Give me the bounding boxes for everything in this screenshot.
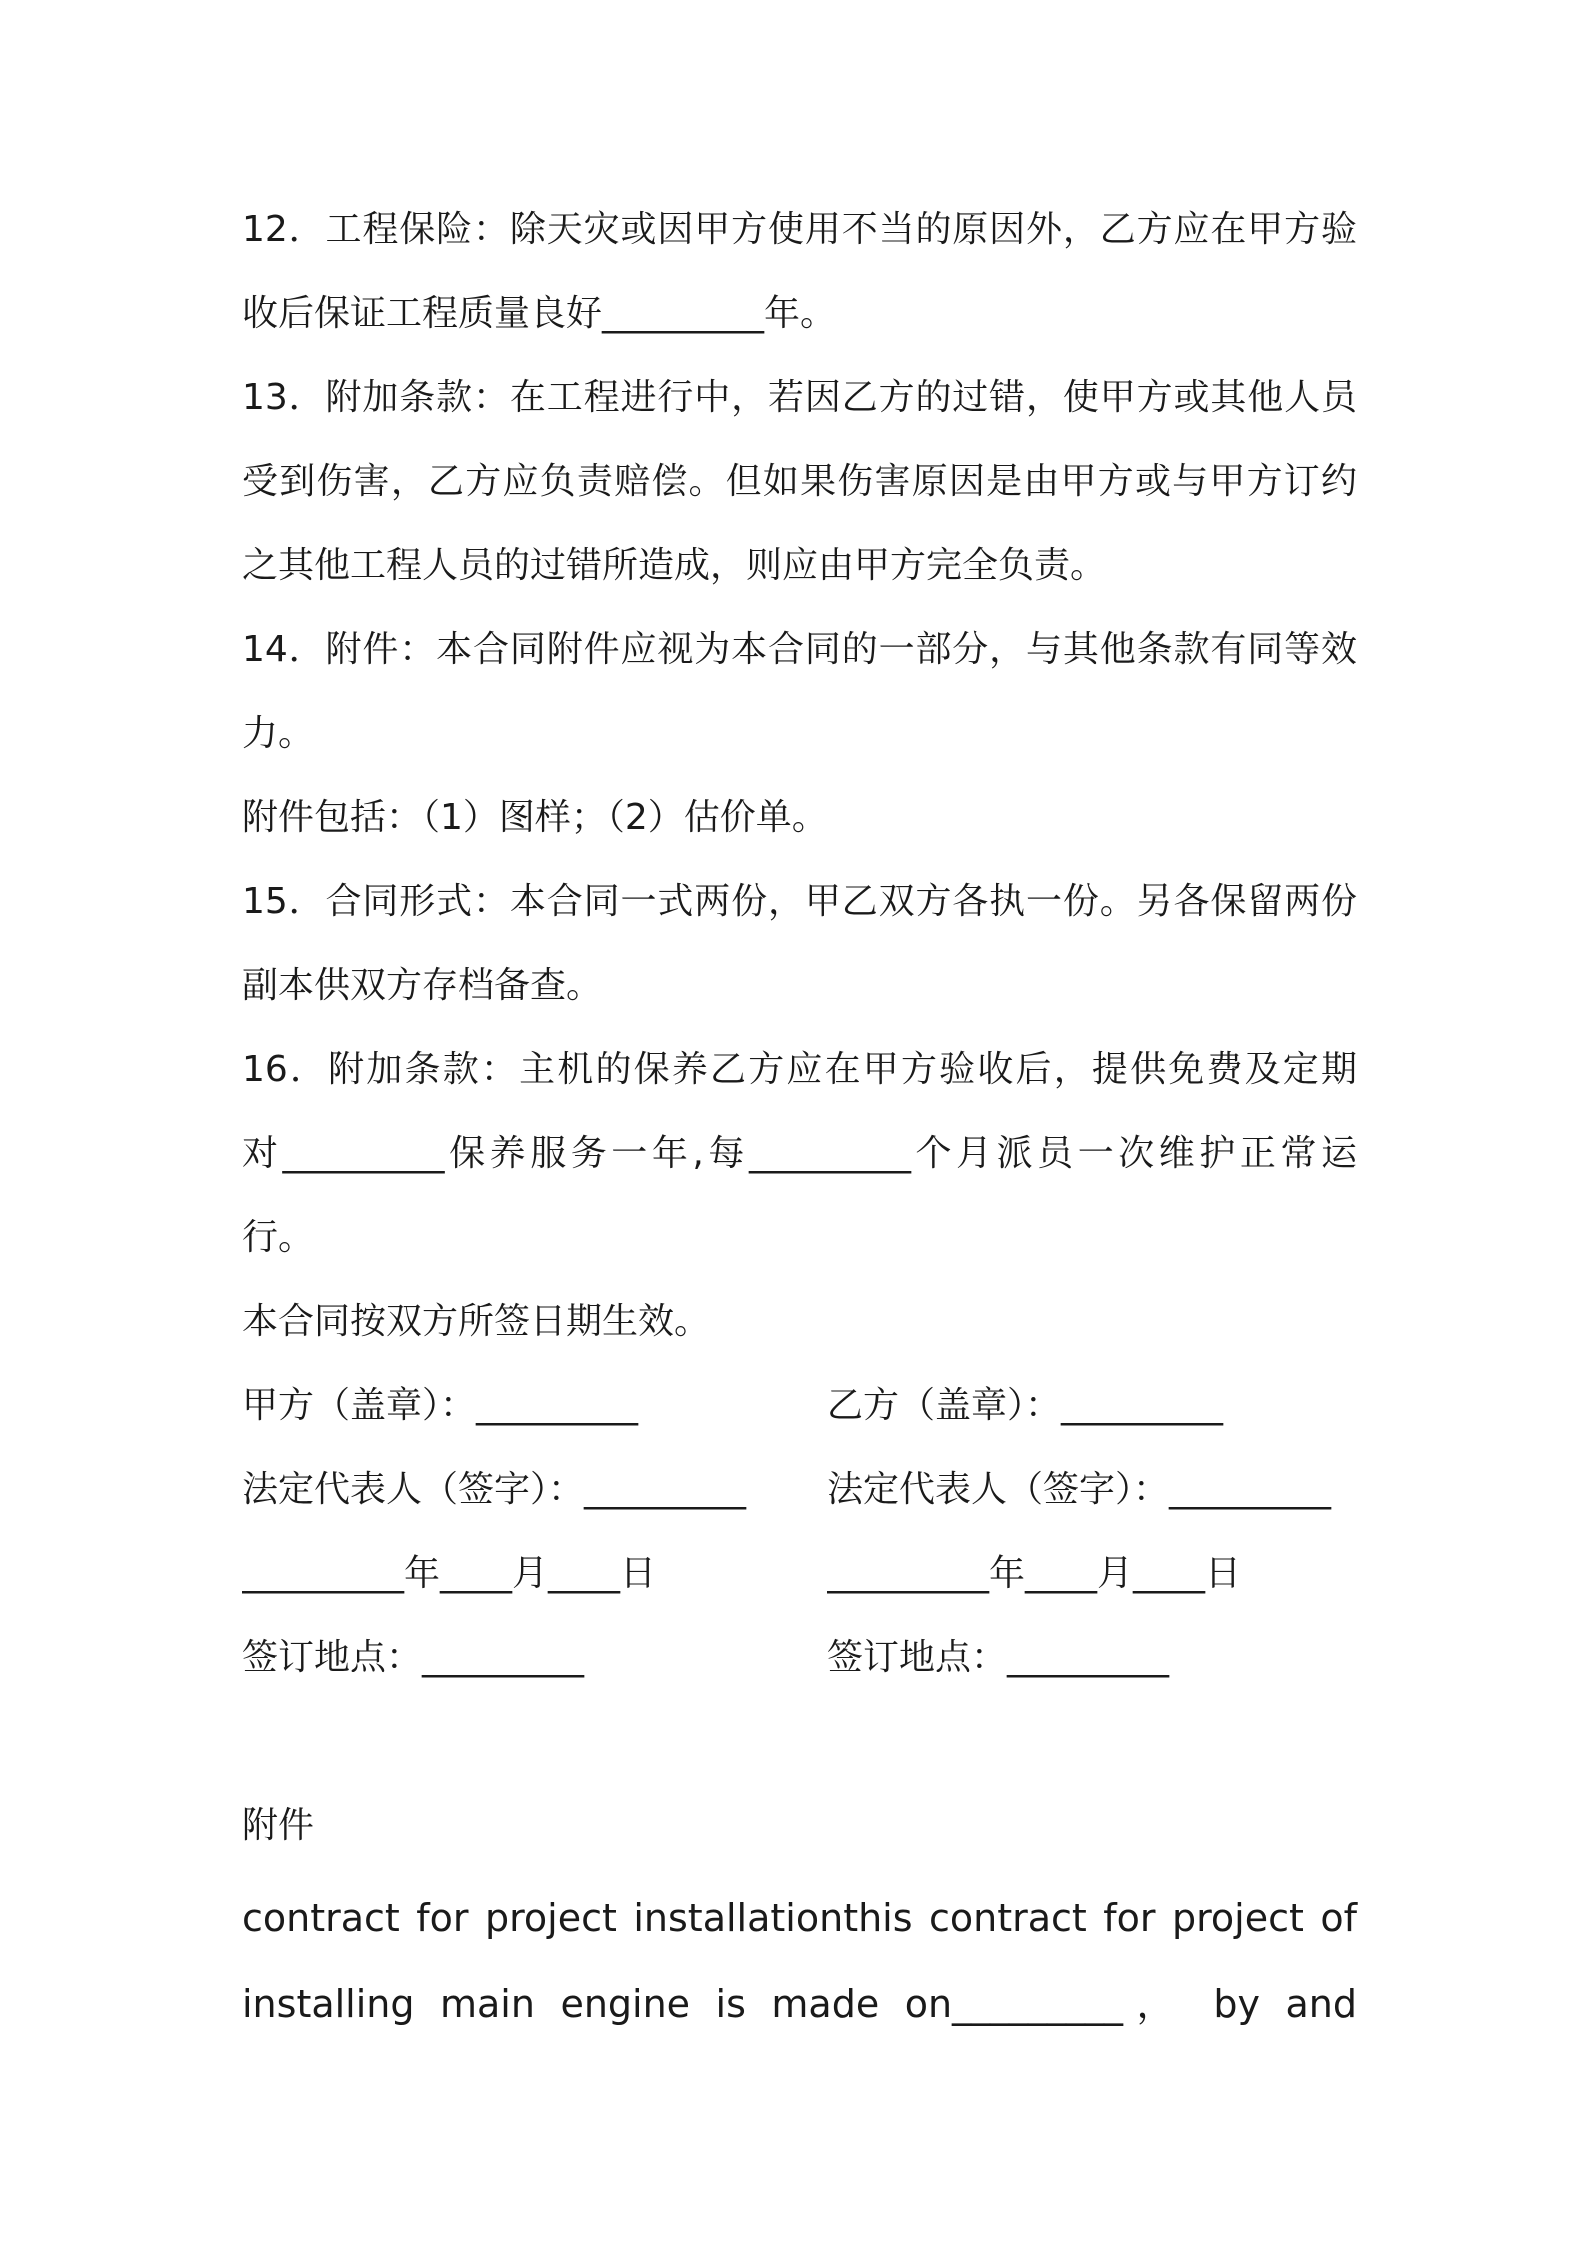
party-b-representative: 法定代表人（签字）：_________: [827, 1469, 1332, 1510]
party-b-seal: 乙方（盖章）：_________: [827, 1385, 1224, 1426]
signature-row-representative: [242, 1460, 1357, 1544]
clause-16-line-2: 对_________保养服务一年,每_________个月派员一次维护正常运: [242, 1133, 1357, 1174]
party-a-date: _________年____月____日: [242, 1553, 656, 1594]
party-b-place: 签订地点：_________: [827, 1637, 1170, 1678]
clause-13-line-3: 之其他工程人员的过错所造成，则应由甲方完全负责。: [242, 545, 1107, 586]
party-b-date: _________年____月____日: [827, 1553, 1241, 1594]
clause-12-line-1: 12．工程保险：除天灾或因甲方使用不当的原因外，乙方应在甲方验: [242, 209, 1357, 250]
attachment-heading: 附件: [242, 1805, 315, 1846]
english-contract-line-1: contract for project installationthis contract for project of: [242, 1896, 1357, 1940]
clause-16-line-3: 行。: [242, 1217, 315, 1258]
clause-14-line-1: 14．附件：本合同附件应视为本合同的一部分，与其他条款有同等效: [242, 629, 1357, 670]
signature-row-seal: [242, 1376, 1357, 1460]
section-spacer: [242, 1712, 1357, 1796]
party-a-seal: 甲方（盖章）：_________: [242, 1385, 639, 1426]
signature-row-date: [242, 1544, 1357, 1628]
contract-document: [242, 200, 1357, 2060]
party-a-representative: 法定代表人（签字）：_________: [242, 1469, 747, 1510]
clause-13-line-1: 13．附加条款：在工程进行中，若因乙方的过错，使甲方或其他人员: [242, 377, 1357, 418]
clause-15-line-1: 15．合同形式：本合同一式两份，甲乙双方各执一份。另各保留两份: [242, 881, 1357, 922]
clause-13-line-2: 受到伤害，乙方应负责赔偿。但如果伤害原因是由甲方或与甲方订约: [242, 461, 1357, 502]
clause-14-attachments: 附件包括：（1）图样；（2）估价单。: [242, 797, 828, 838]
effective-statement: 本合同按双方所签日期生效。: [242, 1301, 711, 1342]
party-a-place: 签订地点：_________: [242, 1637, 585, 1678]
signature-row-place: [242, 1628, 1357, 1712]
clause-12-line-2: 收后保证工程质量良好_________年。: [242, 293, 837, 334]
clause-14-line-2: 力。: [242, 713, 315, 754]
clause-15-line-2: 副本供双方存档备查。: [242, 965, 603, 1006]
clause-16-line-1: 16．附加条款：主机的保养乙方应在甲方验收后，提供免费及定期: [242, 1049, 1357, 1090]
english-contract-line-2: installing main engine is made on_________， by and: [242, 1982, 1357, 2026]
